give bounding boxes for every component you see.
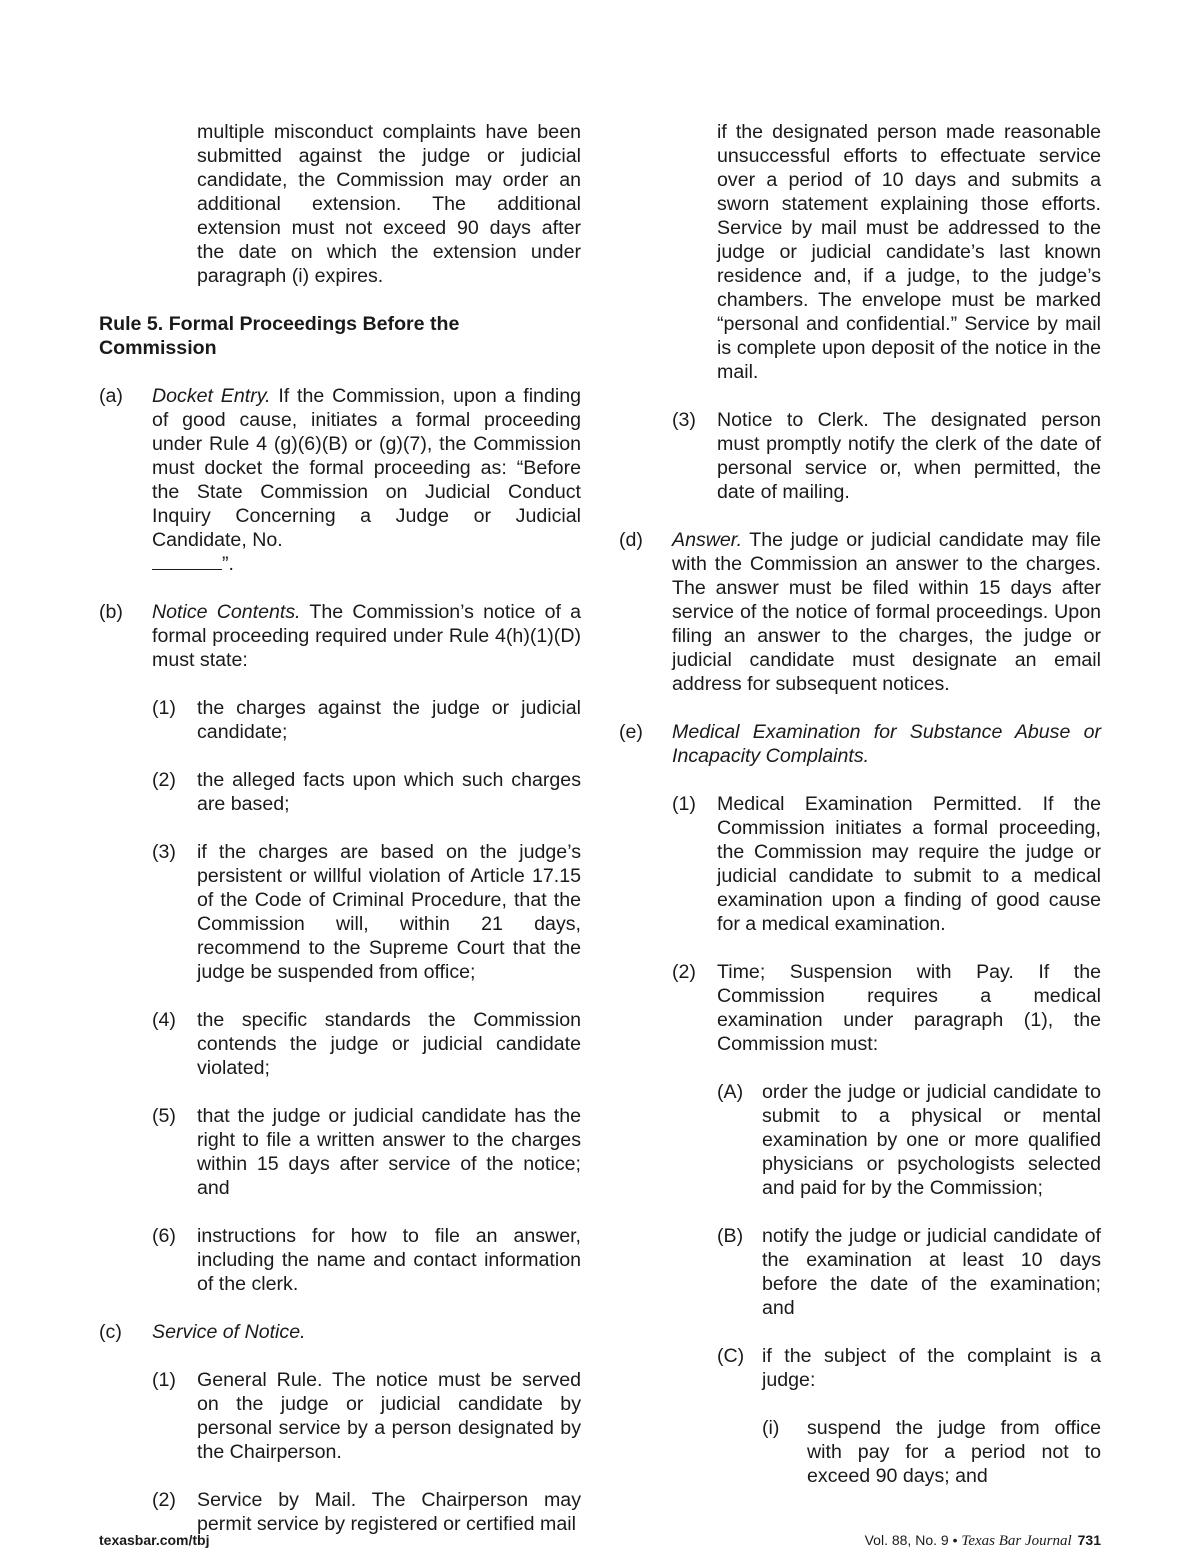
list-item-marker: (C) bbox=[717, 1345, 745, 1367]
section-d-text: The judge or judicial candidate may file with the Commission an answer to the charges. The answer must be filed within 15 days after service of the notice of formal proceedings. Upon filing an answer to the charges, the judge or judicial candidate must designate an email address for subsequent notices. bbox=[672, 529, 1101, 695]
section-e-title: Medical Examination for Substance Abuse or Incapacity Complaints. bbox=[672, 721, 1101, 767]
list-item-marker: (6) bbox=[152, 1225, 176, 1247]
section-b-marker: (b) bbox=[99, 601, 123, 623]
list-item-marker: (2) bbox=[152, 769, 176, 791]
section-b-body bbox=[152, 600, 581, 672]
list-item-text: order the judge or judicial candidate to submit to a physical or mental examination by one or more qualified physicians or psychologists selected and paid for by the Commission; bbox=[762, 1081, 1101, 1199]
list-item-marker: (i) bbox=[762, 1417, 780, 1439]
service-by-mail-continuation: if the designated person made reasonable unsuccessful efforts to effectuate service over a period of 10 days and submits a sworn statement explaining those efforts. Service by mail must be addressed to the judge or judicial candidate’s last known residence and, if a judge, to the judge’s chambers. The envelope must be marked “personal and confidential.” Service by mail is complete upon deposit of the notice in the mail. bbox=[717, 121, 1101, 383]
list-item-marker: (1) bbox=[672, 793, 696, 815]
list-item bbox=[152, 768, 581, 816]
list-item bbox=[152, 840, 581, 984]
footer-journal-title: Texas Bar Journal bbox=[961, 1533, 1072, 1549]
list-item-marker: (3) bbox=[152, 841, 176, 863]
list-item-text: Notice to Clerk. The designated person must promptly notify the clerk of the date of personal service or, when permitted, the date of mailing. bbox=[717, 409, 1101, 503]
section-b-title: Notice Contents. bbox=[152, 601, 301, 623]
list-item-text: notify the judge or judicial candidate of the examination at least 10 days before the date of the examination; and bbox=[762, 1225, 1101, 1319]
list-item-marker: (2) bbox=[672, 961, 696, 983]
list-item-text: General Rule. The notice must be served on the judge or judicial candidate by personal service by a person designated by the Chairperson. bbox=[197, 1369, 581, 1463]
list-item bbox=[717, 1344, 1101, 1392]
list-item bbox=[152, 1224, 581, 1296]
list-item bbox=[717, 1224, 1101, 1320]
section-d-title: Answer. bbox=[672, 529, 743, 551]
footer-citation bbox=[865, 1532, 1101, 1550]
section-e-body bbox=[672, 720, 1101, 768]
section-a-title: Docket Entry. bbox=[152, 385, 271, 407]
right-column bbox=[619, 120, 1101, 1488]
list-item-text: the specific standards the Commission contends the judge or judicial candidate violated; bbox=[197, 1009, 581, 1079]
section-c-body bbox=[152, 1320, 581, 1344]
list-item-text: Time; Suspension with Pay. If the Commission requires a medical examination under paragraph (1), the Commission must: bbox=[717, 961, 1101, 1055]
section-d bbox=[619, 528, 1101, 696]
section-d-marker: (d) bbox=[619, 529, 643, 551]
list-item-text: the alleged facts upon which such charges are based; bbox=[197, 769, 581, 815]
section-a-text: If the Commission, upon a finding of good cause, initiates a formal proceeding under Rule 4 (g)(6)(B) or (g)(7), the Commission must docket the formal proceeding as: “Before the State Commission on Judicial Conduct Inquiry Concerning a Judge or Judicial Candidate, No. bbox=[152, 385, 581, 551]
page-number: 731 bbox=[1077, 1532, 1101, 1548]
footer-site-link[interactable]: texasbar.com/tbj bbox=[99, 1532, 210, 1548]
list-item-marker: (4) bbox=[152, 1009, 176, 1031]
list-item bbox=[152, 1488, 581, 1536]
list-item-text: Service by Mail. The Chairperson may permit service by registered or certified mail bbox=[197, 1489, 581, 1535]
list-item bbox=[152, 696, 581, 744]
section-a-body bbox=[152, 384, 581, 576]
footer-volume: Vol. 88, No. 9 bbox=[864, 1532, 949, 1548]
list-item-text: if the subject of the complaint is a judge: bbox=[762, 1345, 1101, 1391]
section-a-marker: (a) bbox=[99, 385, 123, 407]
list-item-text: if the charges are based on the judge’s persistent or willful violation of Article 17.15 of the Code of Criminal Procedure, that the Commission will, within 21 days, recommend to the Supreme Court that the judge be suspended from office; bbox=[197, 841, 581, 983]
section-b bbox=[99, 600, 581, 672]
section-c-title: Service of Notice. bbox=[152, 1321, 306, 1343]
list-item-text: instructions for how to file an answer, including the name and contact information of the clerk. bbox=[197, 1225, 581, 1295]
list-item-marker: (3) bbox=[672, 409, 696, 431]
list-item bbox=[717, 1080, 1101, 1200]
list-item bbox=[152, 1368, 581, 1464]
section-e-marker: (e) bbox=[619, 721, 643, 743]
list-item-marker: (1) bbox=[152, 1369, 176, 1391]
left-column bbox=[99, 120, 581, 1536]
list-item-text: the charges against the judge or judicial candidate; bbox=[197, 697, 581, 743]
section-d-body bbox=[672, 528, 1101, 696]
list-item-text: that the judge or judicial candidate has the right to file a written answer to the charges within 15 days after service of the notice; and bbox=[197, 1105, 581, 1199]
list-item bbox=[152, 1104, 581, 1200]
section-c bbox=[99, 1320, 581, 1344]
section-e bbox=[619, 720, 1101, 768]
list-item bbox=[672, 792, 1101, 936]
list-item-marker: (2) bbox=[152, 1489, 176, 1511]
docket-number-blank bbox=[152, 553, 222, 570]
list-item-text: suspend the judge from office with pay for a period not to exceed 90 days; and bbox=[807, 1417, 1101, 1487]
list-item bbox=[152, 1008, 581, 1080]
list-item bbox=[672, 960, 1101, 1056]
list-item-marker: (A) bbox=[717, 1081, 744, 1103]
section-c-marker: (c) bbox=[99, 1321, 122, 1343]
section-b-text: The Commission’s notice of a formal proceeding required under Rule 4(h)(1)(D) must state: bbox=[152, 601, 581, 671]
list-item-marker: (1) bbox=[152, 697, 176, 719]
list-item bbox=[762, 1416, 1101, 1488]
list-item-text: Medical Examination Permitted. If the Commission initiates a formal proceeding, the Commission may require the judge or judicial candidate to submit to a medical examination upon a finding of good cause for a medical examination. bbox=[717, 793, 1101, 935]
left-intro-paragraph: multiple misconduct complaints have been submitted against the judge or judicial candidate, the Commission may order an additional extension. The additional extension must not exceed 90 days after the date on which the extension under paragraph (i) expires. bbox=[197, 121, 581, 287]
list-item-marker: (5) bbox=[152, 1105, 176, 1127]
section-a-end: ”. bbox=[222, 553, 234, 575]
list-item bbox=[672, 408, 1101, 504]
rule-5-heading: Rule 5. Formal Proceedings Before the Commission bbox=[99, 313, 460, 359]
page-footer bbox=[99, 1532, 1101, 1554]
section-a bbox=[99, 384, 581, 576]
footer-bullet: • bbox=[952, 1532, 958, 1548]
list-item-marker: (B) bbox=[717, 1225, 744, 1247]
